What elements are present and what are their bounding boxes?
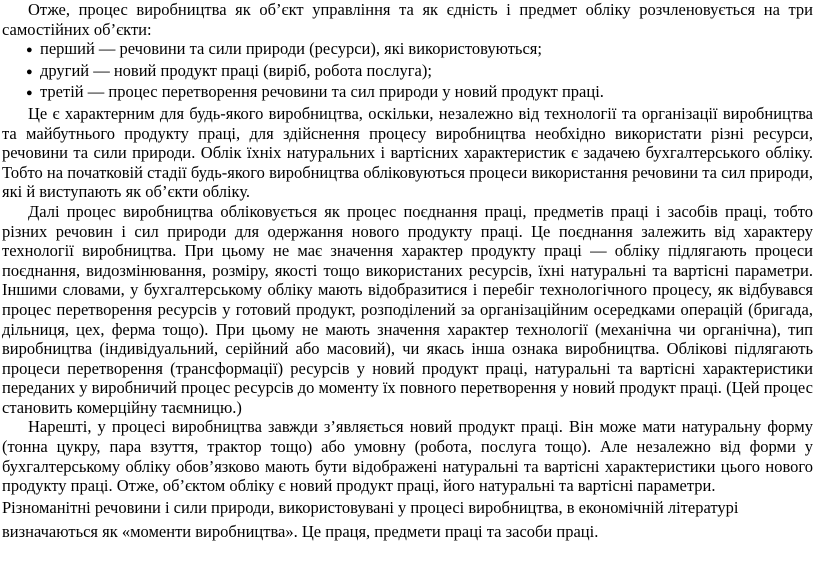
list-item [26,82,816,104]
bullet-icon: ● [26,65,33,78]
paragraph-characteristic: Це є характерним для будь-якого виробництва, оскільки, незалежно від технології та організації виробництва та майбутнього продукту праці, для здійснення процесу виробництва необхідно використати різні ресурси, речовини та сили природи. Облік їхніх натуральних і вартісних характеристик є задачею бухгалтерського обліку. Тобто на початковій стадії будь-якого виробництва обліковуються процеси використання речовини та сил природи, які й виступають як об’єкти обліку. [2,103,813,202]
list-item [26,61,816,83]
bullet-text-second: другий — новий продукт праці (виріб, робота послуга); [40,60,432,80]
intro-paragraph: Отже, процес виробництва як об’єкт управління та як єдність і предмет обліку розчленовується на три самостійних об’єкти: [2,0,813,39]
bullet-icon: ● [26,44,33,57]
paragraph-new-product: Нарешті, у процесі виробництва завжди з’являється новий продукт праці. Він може мати натуральну форму (тонна цукру, пара взуття, трактор тощо) або умовну (робота, послуга тощо). Але незалежно від форми у бухгалтерському обліку обов’язково мають бути відображені натуральні та вартісні характеристики цього нового продукту праці. Отже, об’єктом обліку є новий продукт праці, його натуральні та вартісні параметри. [2,417,813,496]
bullet-list [0,39,816,104]
paragraph-moments: Різноманітні речовини і сили природи, використовувані у процесі виробництва, в економічній літературі визначаються як «моменти виробництва». Це праця, предмети праці та засоби праці. [2,497,739,541]
paragraph-combination: Далі процес виробництва обліковується як процес поєднання праці, предметів праці і засобів праці, тобто різних речовин і сил природи для одержання нового продукту праці. Це поєднання залежить від характеру технології виробництва. При цьому не має значення характер продукту праці — обліку підлягають процеси поєднання, видозмінювання, розміру, якості тощо використаних ресурсів, їхні натуральні та вартісні параметри. Іншими словами, у бухгалтерському обліку мають відобразитися і перебіг технологічного процесу, як відбувався процес перетворення ресурсів у готовий продукт, розподілений за організаційним осередками операцій (бригада, дільниця, цех, ферма тощо). При цьому не мають значення характер технології (механічна чи органічна), тип виробництва (індивідуальний, серійний або масовий), чи якась інша ознака виробництва. Облікові підлягають процеси перетворення (трансформації) ресурсів у новий продукт праці, натуральні та вартісні характеристики переданих у виробничий процес ресурсів до моменту їх повного перетворення у новий продукт праці. (Цей процес становить комерційну таємницю.) [2,201,813,417]
list-item [26,39,816,61]
bullet-icon: ● [26,87,33,100]
bullet-text-third: третій — процес перетворення речовини та сил природи у новий продукт праці. [40,82,604,102]
bullet-text-first: перший — речовини та сили природи (ресурси), які використовуються; [40,39,542,59]
